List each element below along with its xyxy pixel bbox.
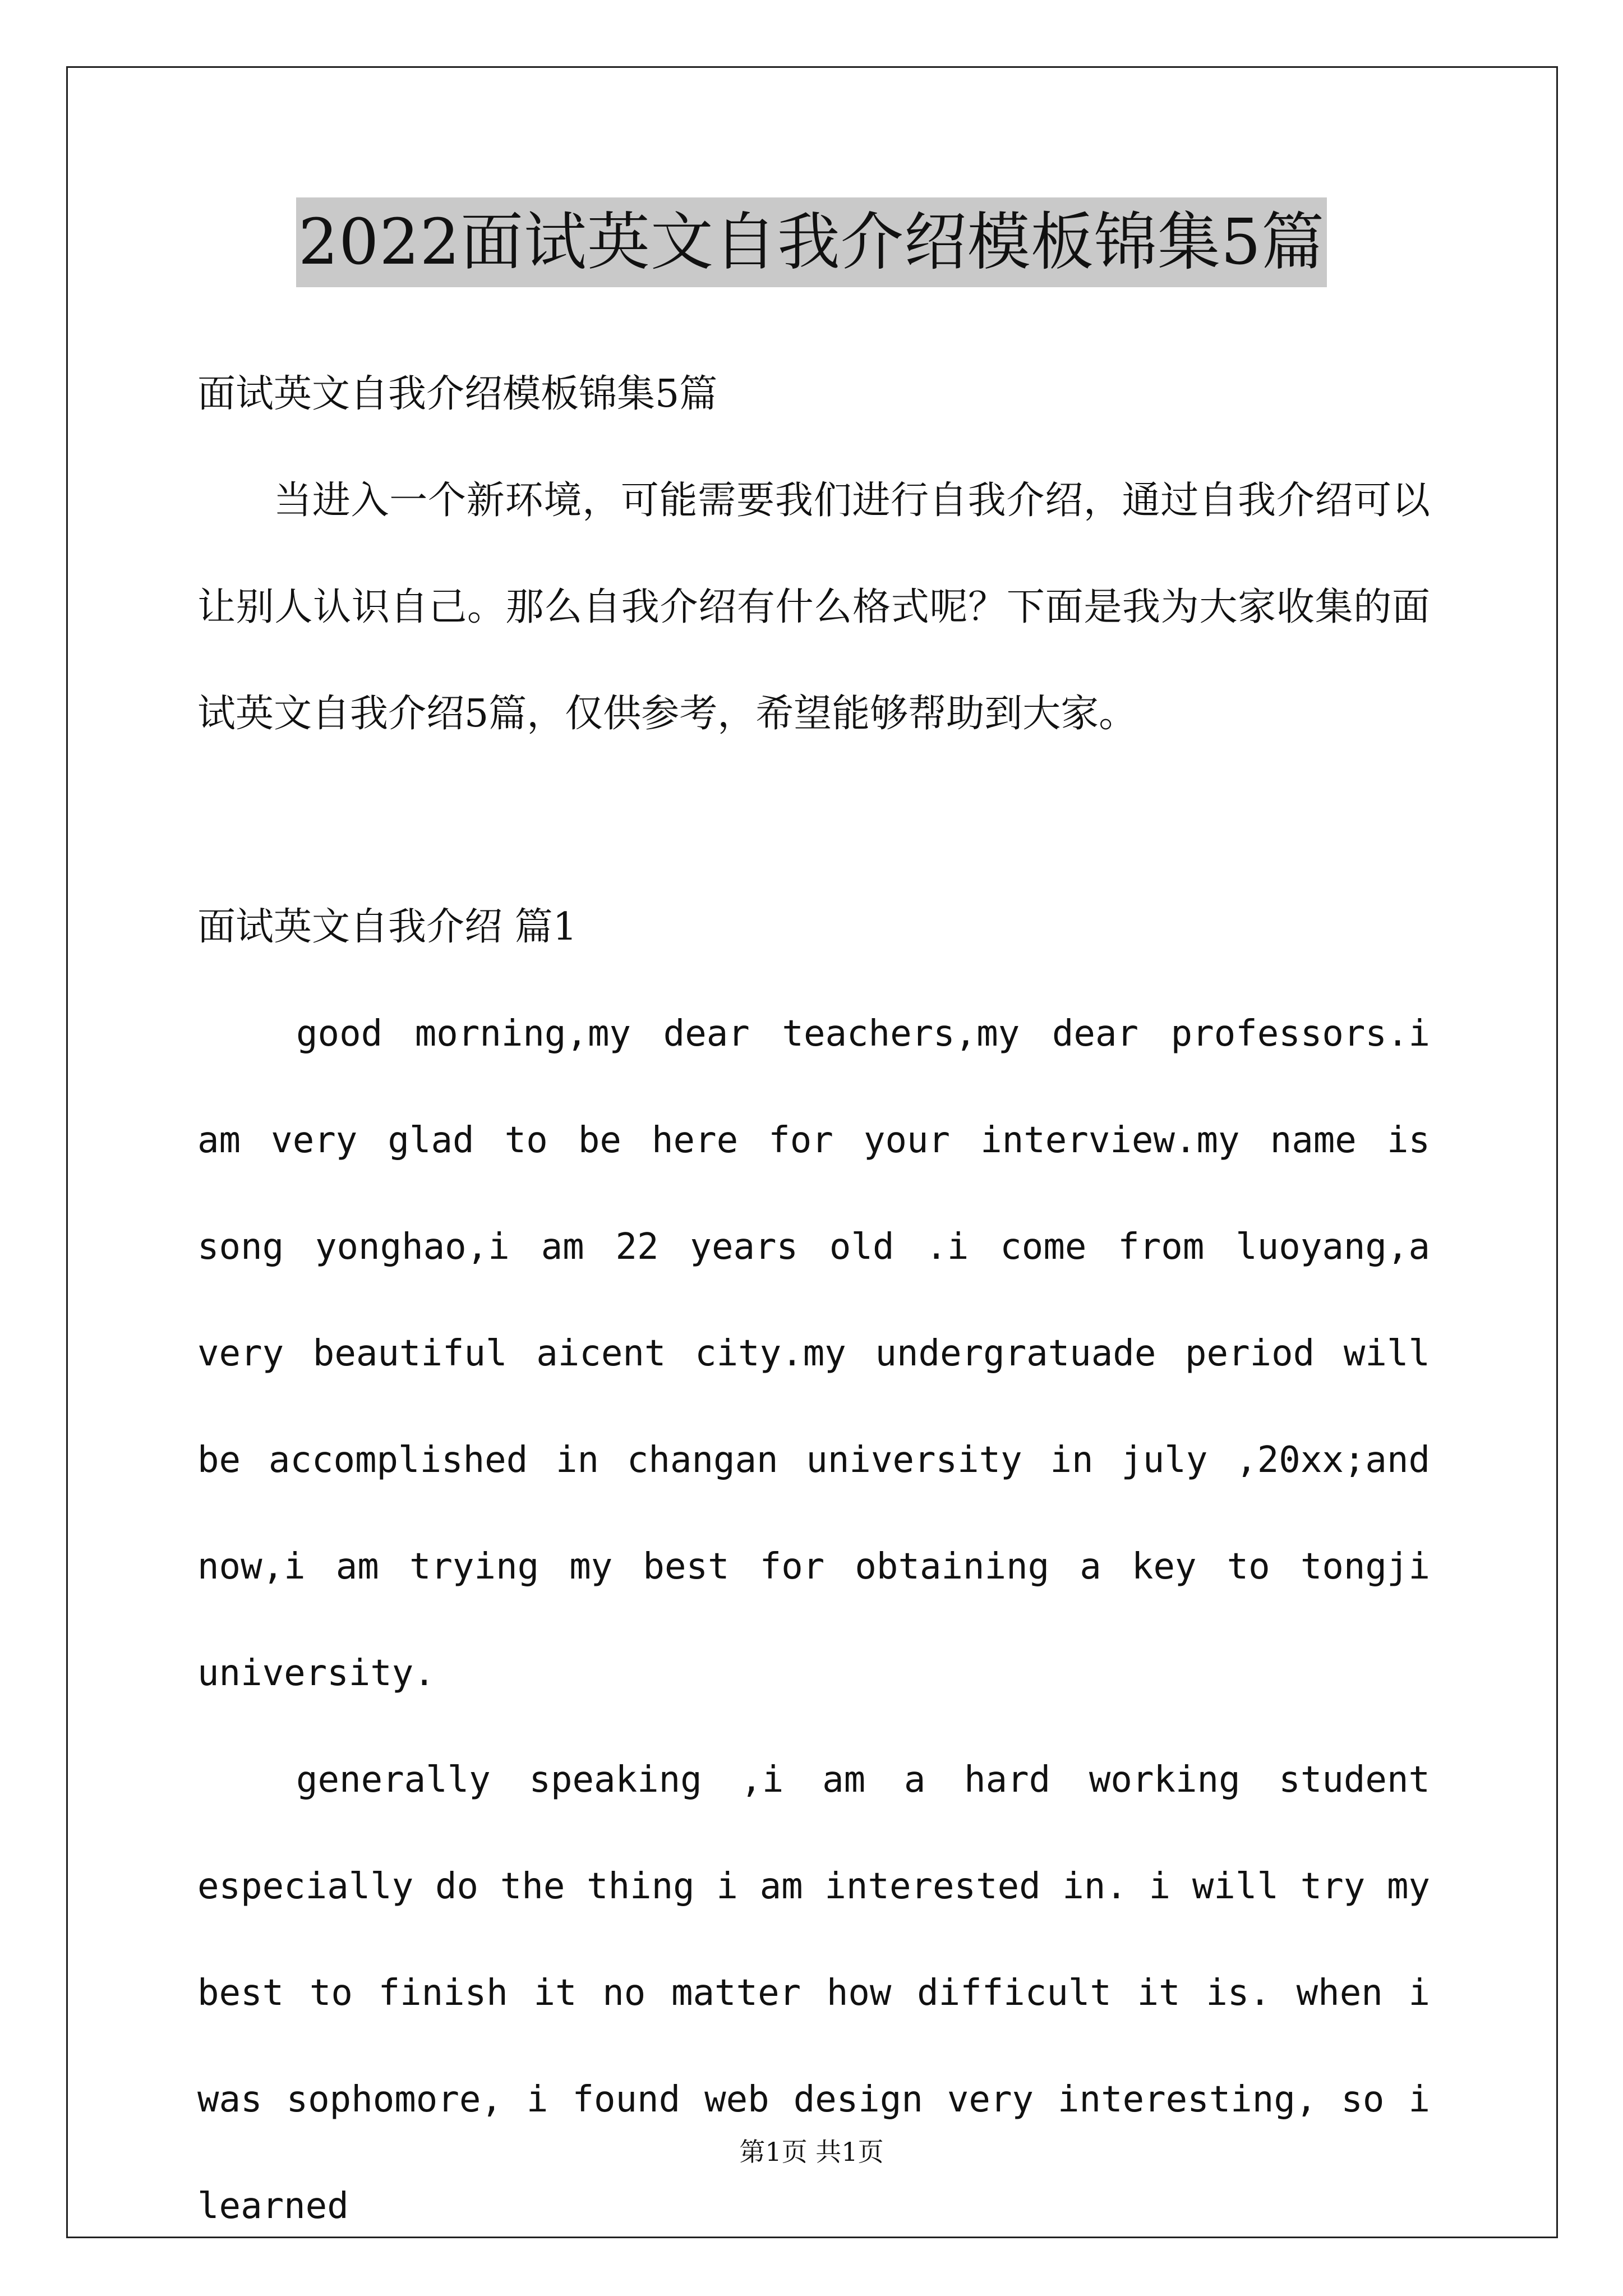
- document-title: 2022面试英文自我介绍模板锦集5篇: [296, 197, 1327, 287]
- page-footer: 第1页 共1页: [739, 2137, 884, 2167]
- paragraph-spacer: [197, 767, 1430, 874]
- document-body: [197, 341, 1430, 2260]
- section1-paragraph-2: generally speaking ,i am a hard working student especially do the thing i am interested in. i will try my best to finish it no matter how difficult it is. when i was sophomore, i found web design very interesting, so i learned: [197, 1759, 1430, 2227]
- section1-paragraph-1: good morning,my dear teachers,my dear professors.i am very glad to be here for your interview.my name is song yonghao,i am 22 years old .i come from luoyang,a very beautiful aicent city.my undergratuade period will be accomplished in changan university in july ,20xx;and now,i am trying my best for obtaining a key to tongji university.: [197, 1013, 1430, 1694]
- intro-paragraph: 当进入一个新环境，可能需要我们进行自我介绍，通过自我介绍可以让别人认识自己。那么自我介绍有什么格式呢？下面是我为大家收集的面试英文自我介绍5篇，仅供参考，希望能够帮助到大家。: [197, 478, 1430, 736]
- section-heading-1: 面试英文自我介绍 篇1: [197, 905, 577, 949]
- title-container: [0, 197, 1623, 287]
- document-subtitle: 面试英文自我介绍模板锦集5篇: [197, 372, 718, 416]
